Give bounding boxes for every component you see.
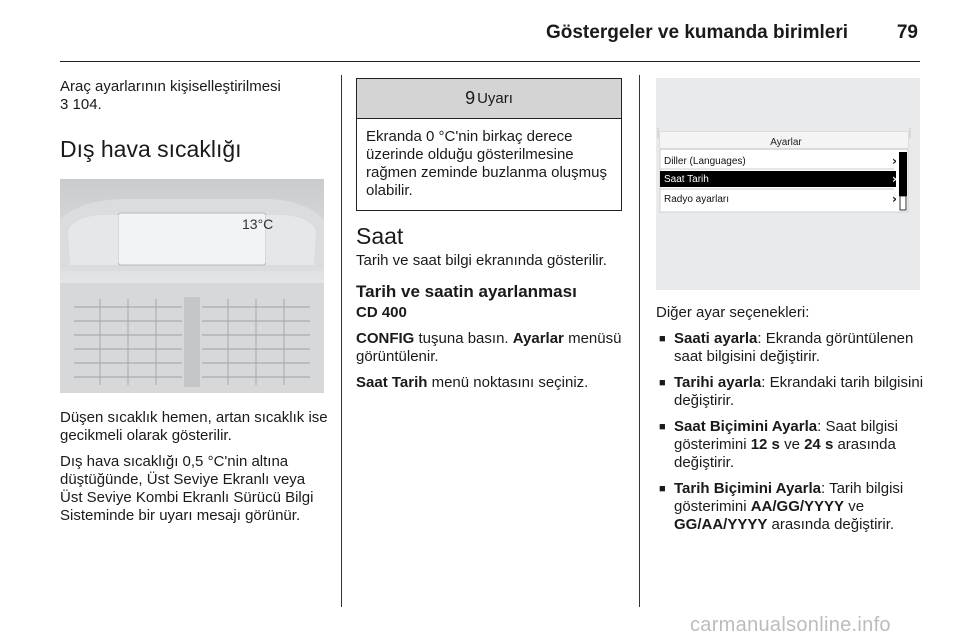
dashboard-illustration — [60, 179, 324, 393]
screen-item-clock-date-selected: Saat Tarih — [664, 174, 709, 185]
chevron-right-icon: › — [892, 192, 897, 206]
screen-title: Ayarlar — [770, 137, 802, 148]
cross-reference-text: Araç ayarlarının kişiselleştirilmesi — [60, 78, 281, 95]
step-1-text-2: menüsü görüntülenir. — [356, 330, 622, 365]
option-description: : Ekrandaki tarih bilgisini değiştirir. — [674, 374, 924, 409]
temperature-paragraph-1: Düşen sıcaklık hemen, artan sıcaklık ise gecikmeli olarak gösterilir. — [60, 409, 328, 444]
chevron-right-icon: › — [892, 154, 897, 168]
temperature-paragraph-2: Dış hava sıcaklığı 0,5 °C'nin altına düştüğünde, Üst Seviye Ekranlı veya Üst Seviye Kombi Ekranlı Sürücü Bilgi Sisteminde bir uyarı mesajı görünür. — [60, 453, 314, 524]
step-2-text: menü noktasını seçiniz. — [427, 374, 589, 391]
warning-box — [356, 78, 622, 211]
watermark: carmanualsonline.info — [690, 614, 891, 636]
format-mdy: AA/GG/YYYY — [750, 498, 845, 515]
screen-scrollbar — [899, 152, 907, 196]
option-description: : Tarih bilgisi gösterimini — [674, 480, 904, 515]
screen-item-languages: Diller (Languages) — [664, 156, 746, 167]
section-heading-temperature: Dış hava sıcaklığı — [60, 136, 242, 162]
option-time-format: Saat Biçimini Ayarla — [674, 418, 818, 435]
page-number: 79 — [896, 22, 918, 43]
screen-item-radio: Radyo ayarları — [664, 194, 730, 205]
step-1-text: tuşuna basın. — [414, 330, 513, 347]
photo-temperature-readout: 13°C — [242, 216, 274, 232]
option-description-end: arasında değiştirir. — [674, 436, 896, 471]
column-divider-1 — [341, 75, 342, 607]
warning-body: Ekranda 0 °C'nin birkaç derece üzerinde olduğu gösterilmesine rağmen zeminde buzlanma oluşmuş olabilir. — [366, 128, 607, 199]
list-item — [656, 374, 926, 410]
option-description: : Saat bilgisi gösterimini — [674, 418, 898, 453]
list-item — [656, 418, 926, 472]
subheading-date-time: Tarih ve saatin ayarlanması — [356, 282, 577, 301]
clock-intro: Tarih ve saat bilgi ekranında gösterilir. — [356, 252, 607, 269]
options-intro: Diğer ayar seçenekleri: — [656, 304, 810, 321]
chevron-right-icon: › — [892, 172, 897, 186]
device-name: CD 400 — [356, 304, 407, 321]
page-header — [60, 18, 920, 62]
column-divider-2 — [639, 75, 640, 607]
format-dmy: GG/AA/YYYY — [674, 516, 768, 533]
option-description: : Ekranda görüntülenen saat bilgisini değiştirir. — [674, 330, 914, 365]
settings-menu-name: Ayarlar — [512, 330, 564, 347]
column-left — [60, 78, 328, 525]
warning-title: Uyarı — [477, 90, 513, 107]
settings-menu-screen — [656, 78, 920, 290]
step-1 — [356, 330, 624, 366]
option-description-end: arasında değiştirir. — [767, 516, 895, 533]
list-item — [656, 330, 926, 366]
column-right — [656, 78, 926, 542]
warning-header — [357, 79, 621, 119]
column-middle — [356, 78, 624, 392]
config-key: CONFIG — [356, 330, 415, 347]
dashboard-display-photo — [60, 179, 324, 393]
settings-screen-illustration — [656, 78, 920, 290]
list-item — [656, 480, 926, 534]
warning-triangle-icon: 9 — [465, 88, 476, 108]
header-title: Göstergeler ve kumanda birimleri — [545, 22, 848, 43]
cross-reference[interactable] — [60, 78, 328, 114]
option-date-format: Tarih Biçimini Ayarla — [674, 480, 821, 497]
option-connector: ve — [779, 436, 805, 453]
format-12h: 12 s — [750, 436, 780, 453]
reference-arrow-icon: 3 — [60, 96, 69, 113]
reference-page: 104. — [68, 96, 102, 113]
clock-date-menu-item: Saat Tarih — [356, 374, 428, 391]
option-set-date: Tarihi ayarla — [674, 374, 762, 391]
format-24h: 24 s — [804, 436, 834, 453]
option-connector: ve — [844, 498, 865, 515]
step-2 — [356, 374, 624, 392]
options-list — [656, 330, 926, 534]
option-set-time: Saati ayarla — [674, 330, 758, 347]
section-heading-clock: Saat — [356, 223, 404, 249]
